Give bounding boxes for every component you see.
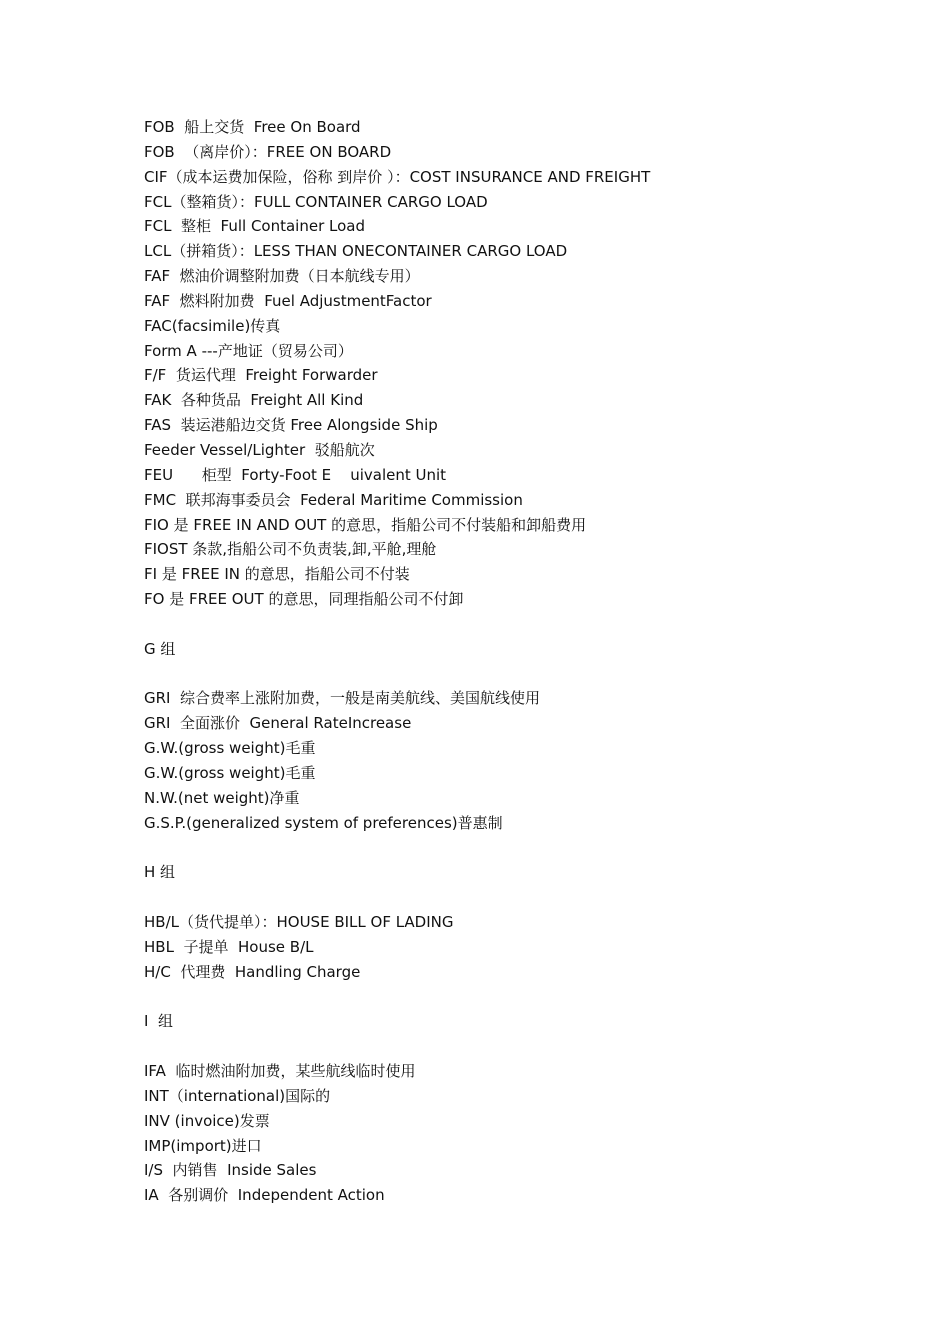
text-line: FAF 燃料附加费 Fuel AdjustmentFactor	[144, 291, 432, 310]
text-line: FEU 柜型 Forty-Foot E uivalent Unit	[144, 465, 447, 484]
text-line: CIF（成本运费加保险，俗称 到岸价 ）：COST INSURANCE AND FREIGHT	[144, 167, 651, 186]
blank-line	[144, 985, 924, 1010]
text-line: INT（international)国际的	[144, 1086, 331, 1105]
text-line: FCL 整柜 Full Container Load	[144, 217, 366, 236]
text-line: G 组	[144, 639, 176, 658]
text-line: FO 是 FREE OUT 的意思，同理指船公司不付卸	[144, 590, 464, 609]
text-line: IMP(import)进口	[144, 1136, 262, 1155]
blank-line	[144, 885, 924, 910]
text-line: FAK 各种货品 Freight All Kind	[144, 391, 364, 410]
text-line: FAS 装运港船边交货 Free Alongside Ship	[144, 416, 438, 435]
text-line: FCL（整箱货）：FULL CONTAINER CARGO LOAD	[144, 192, 488, 211]
text-line: H 组	[144, 863, 176, 882]
text-line: FIO 是 FREE IN AND OUT 的意思，指船公司不付装船和卸船费用	[144, 515, 587, 534]
text-line: FOB 船上交货 Free On Board	[144, 118, 361, 136]
text-line: FI 是 FREE IN 的意思，指船公司不付装	[144, 565, 410, 584]
document-body	[144, 115, 924, 1208]
text-line: GRI 全面涨价 General RateIncrease	[144, 714, 412, 733]
text-line: IA 各别调价 Independent Action	[144, 1186, 385, 1205]
text-line: GRI 综合费率上涨附加费，一般是南美航线、美国航线使用	[144, 689, 541, 708]
blank-line	[144, 1034, 924, 1059]
text-line: I/S 内销售 Inside Sales	[144, 1161, 317, 1180]
text-line: FMC 联邦海事委员会 Federal Maritime Commission	[144, 490, 523, 509]
text-line: FAC(facsimile)传真	[144, 316, 281, 335]
blank-line	[144, 612, 924, 637]
text-line: FIOST 条款,指船公司不负责装,卸,平舱,理舱	[144, 540, 437, 559]
text-line: G.W.(gross weight)毛重	[144, 763, 316, 782]
text-line: INV (invoice)发票	[144, 1111, 270, 1130]
text-line: HB/L（货代提单）：HOUSE BILL OF LADING	[144, 913, 454, 931]
blank-line	[144, 662, 924, 687]
text-line: IFA 临时燃油附加费，某些航线临时使用	[144, 1062, 416, 1081]
text-line: FOB （离岸价）：FREE ON BOARD	[144, 142, 392, 161]
text-line: H/C 代理费 Handling Charge	[144, 962, 361, 981]
text-line: N.W.(net weight)净重	[144, 788, 300, 807]
text-line: I 组	[144, 1012, 173, 1031]
text-line: LCL（拼箱货）：LESS THAN ONECONTAINER CARGO LOAD	[144, 242, 568, 261]
text-line: Feeder Vessel/Lighter 驳船航次	[144, 440, 375, 459]
text-line: Form A ---产地证（贸易公司）	[144, 341, 353, 360]
blank-line	[144, 835, 924, 860]
text-line: FAF 燃油价调整附加费（日本航线专用）	[144, 267, 420, 286]
text-line: G.W.(gross weight)毛重	[144, 739, 316, 758]
text-line: G.S.P.(generalized system of preferences)普惠制	[144, 813, 503, 832]
text-line: HBL 子提单 House B/L	[144, 937, 314, 956]
text-line: F/F 货运代理 Freight Forwarder	[144, 366, 378, 385]
